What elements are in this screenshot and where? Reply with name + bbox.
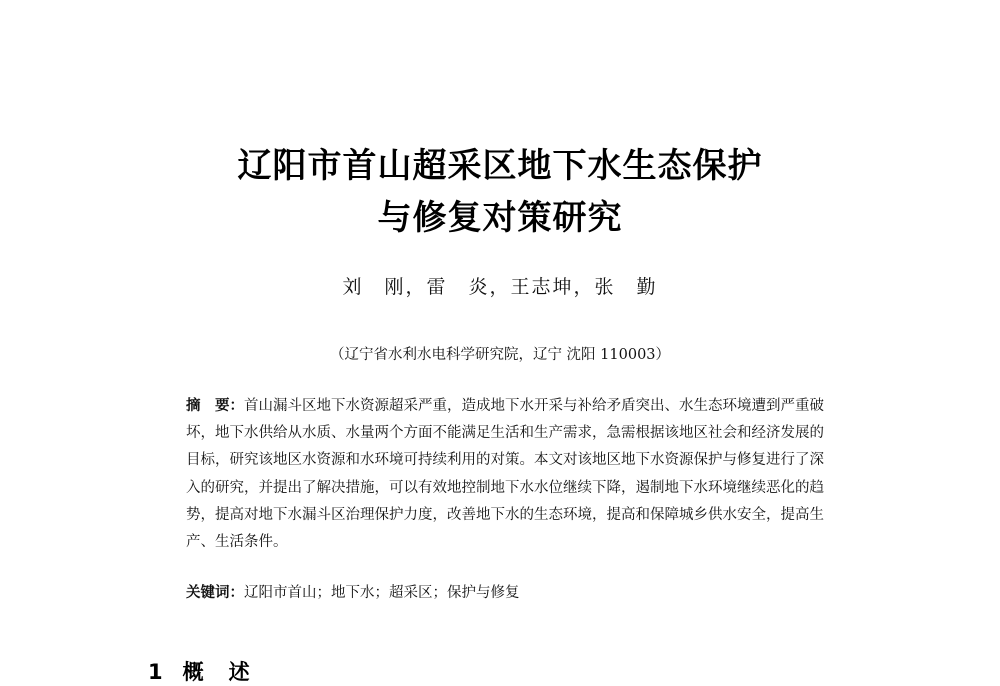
- keywords-label: 关键词：: [186, 585, 244, 601]
- abstract: [186, 393, 824, 556]
- abstract-label: 摘 要：: [186, 398, 244, 414]
- paper-title-line-1: 辽阳市首山超采区地下水生态保护: [237, 146, 763, 186]
- paper-title-line-2: 与修复对策研究: [377, 198, 623, 238]
- authors: 刘 刚，雷 炎，王志坤，张 勤: [342, 276, 658, 298]
- section-heading: [148, 656, 252, 686]
- abstract-text: 首山漏斗区地下水资源超采严重，造成地下水开采与补给矛盾突出、水生态环境遭到严重破坏，地下水供给从水质、水量两个方面不能满足生活和生产需求，急需根据该地区社会和经济发展的目标，研究该地区水资源和水环境可持续利用的对策。本文对该地区地下水资源保护与修复进行了深入的研究，并提出了解决措施，可以有效地控制地下水水位继续下降，遏制地下水环境继续恶化的趋势，提高对地下水漏斗区治理保护力度，改善地下水的生态环境，提高和保障城乡供水安全，提高生产、生活条件。: [186, 398, 824, 551]
- section-title: 概 述: [182, 660, 252, 684]
- section-number: 1: [148, 660, 165, 684]
- keywords: [186, 580, 826, 607]
- affiliation: （辽宁省水利水电科学研究院，辽宁 沈阳 110003）: [329, 347, 671, 363]
- keywords-text: 辽阳市首山；地下水；超采区；保护与修复: [244, 585, 520, 601]
